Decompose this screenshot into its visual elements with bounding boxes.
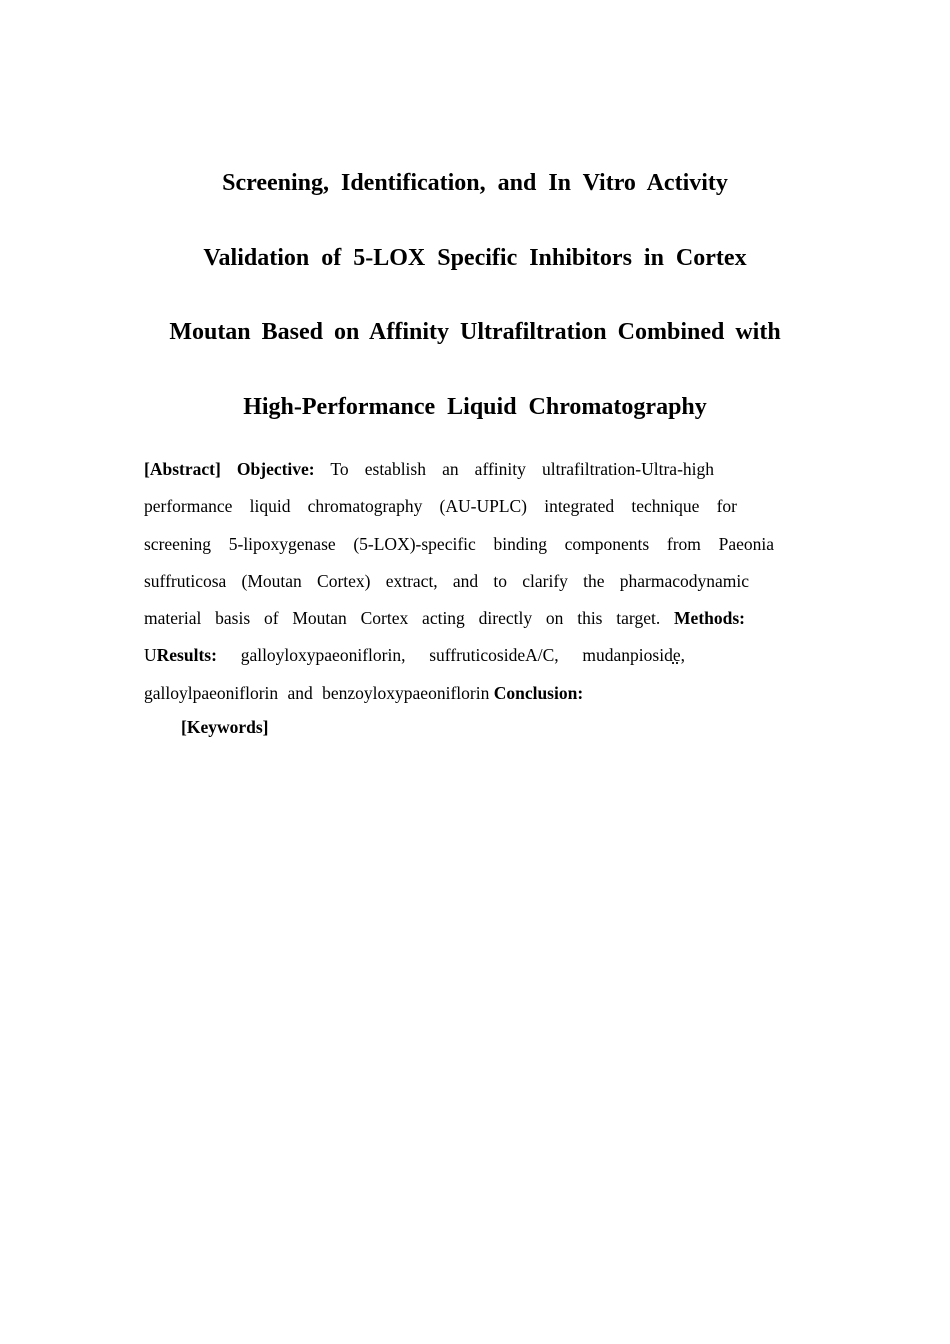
title-line-3: Moutan Based on Affinity Ultrafiltration Combined with (169, 319, 781, 345)
abstract-line-7-text: galloylpaeoniflorin and benzoyloxypaeoniflorin (144, 682, 490, 703)
title-line-1: Screening, Identification, and In Vitro Activity (222, 170, 728, 196)
title-line-2: Validation of 5-LOX Specific Inhibitors in Cortex (203, 244, 747, 271)
abstract-paragraph (144, 451, 784, 712)
results-label: Results: (156, 645, 217, 666)
abstract-label: [Abstract] (144, 459, 221, 479)
abstract-line-4: suffruticosa (Moutan Cortex) extract, and to clarify the pharmacodynamic (144, 570, 749, 591)
abstract-line-1 (144, 451, 714, 488)
objective-label: Objective: (236, 459, 315, 479)
results-comma: , (680, 645, 685, 666)
abstract-line-2: performance liquid chromatography (AU-UPLC) integrated technique for (144, 496, 737, 517)
keywords-label: [Keywords] (181, 717, 269, 737)
abstract-line-5-text: material basis of Moutan Cortex acting directly on this target. (144, 608, 661, 629)
abstract-line-6 (144, 637, 685, 674)
paper-title (140, 146, 810, 444)
abstract-line-5 (144, 600, 745, 637)
conclusion-label: Conclusion: (493, 682, 584, 703)
objective-text: To establish an affinity ultrafiltration-Ultra-high (330, 459, 715, 479)
results-underlined-char: e (672, 645, 681, 666)
methods-label: Methods: (674, 608, 745, 629)
abstract-line-7 (144, 675, 628, 712)
title-line-4: High-Performance Liquid Chromatography (243, 393, 707, 420)
abstract-line-6-prefix: U (144, 645, 157, 666)
results-text: galloyloxypaeoniflorin, suffruticosideA/C, mudanpiosid (240, 645, 673, 666)
abstract-line-3: screening 5-lipoxygenase (5-LOX)-specific binding components from Paeonia (144, 533, 774, 554)
